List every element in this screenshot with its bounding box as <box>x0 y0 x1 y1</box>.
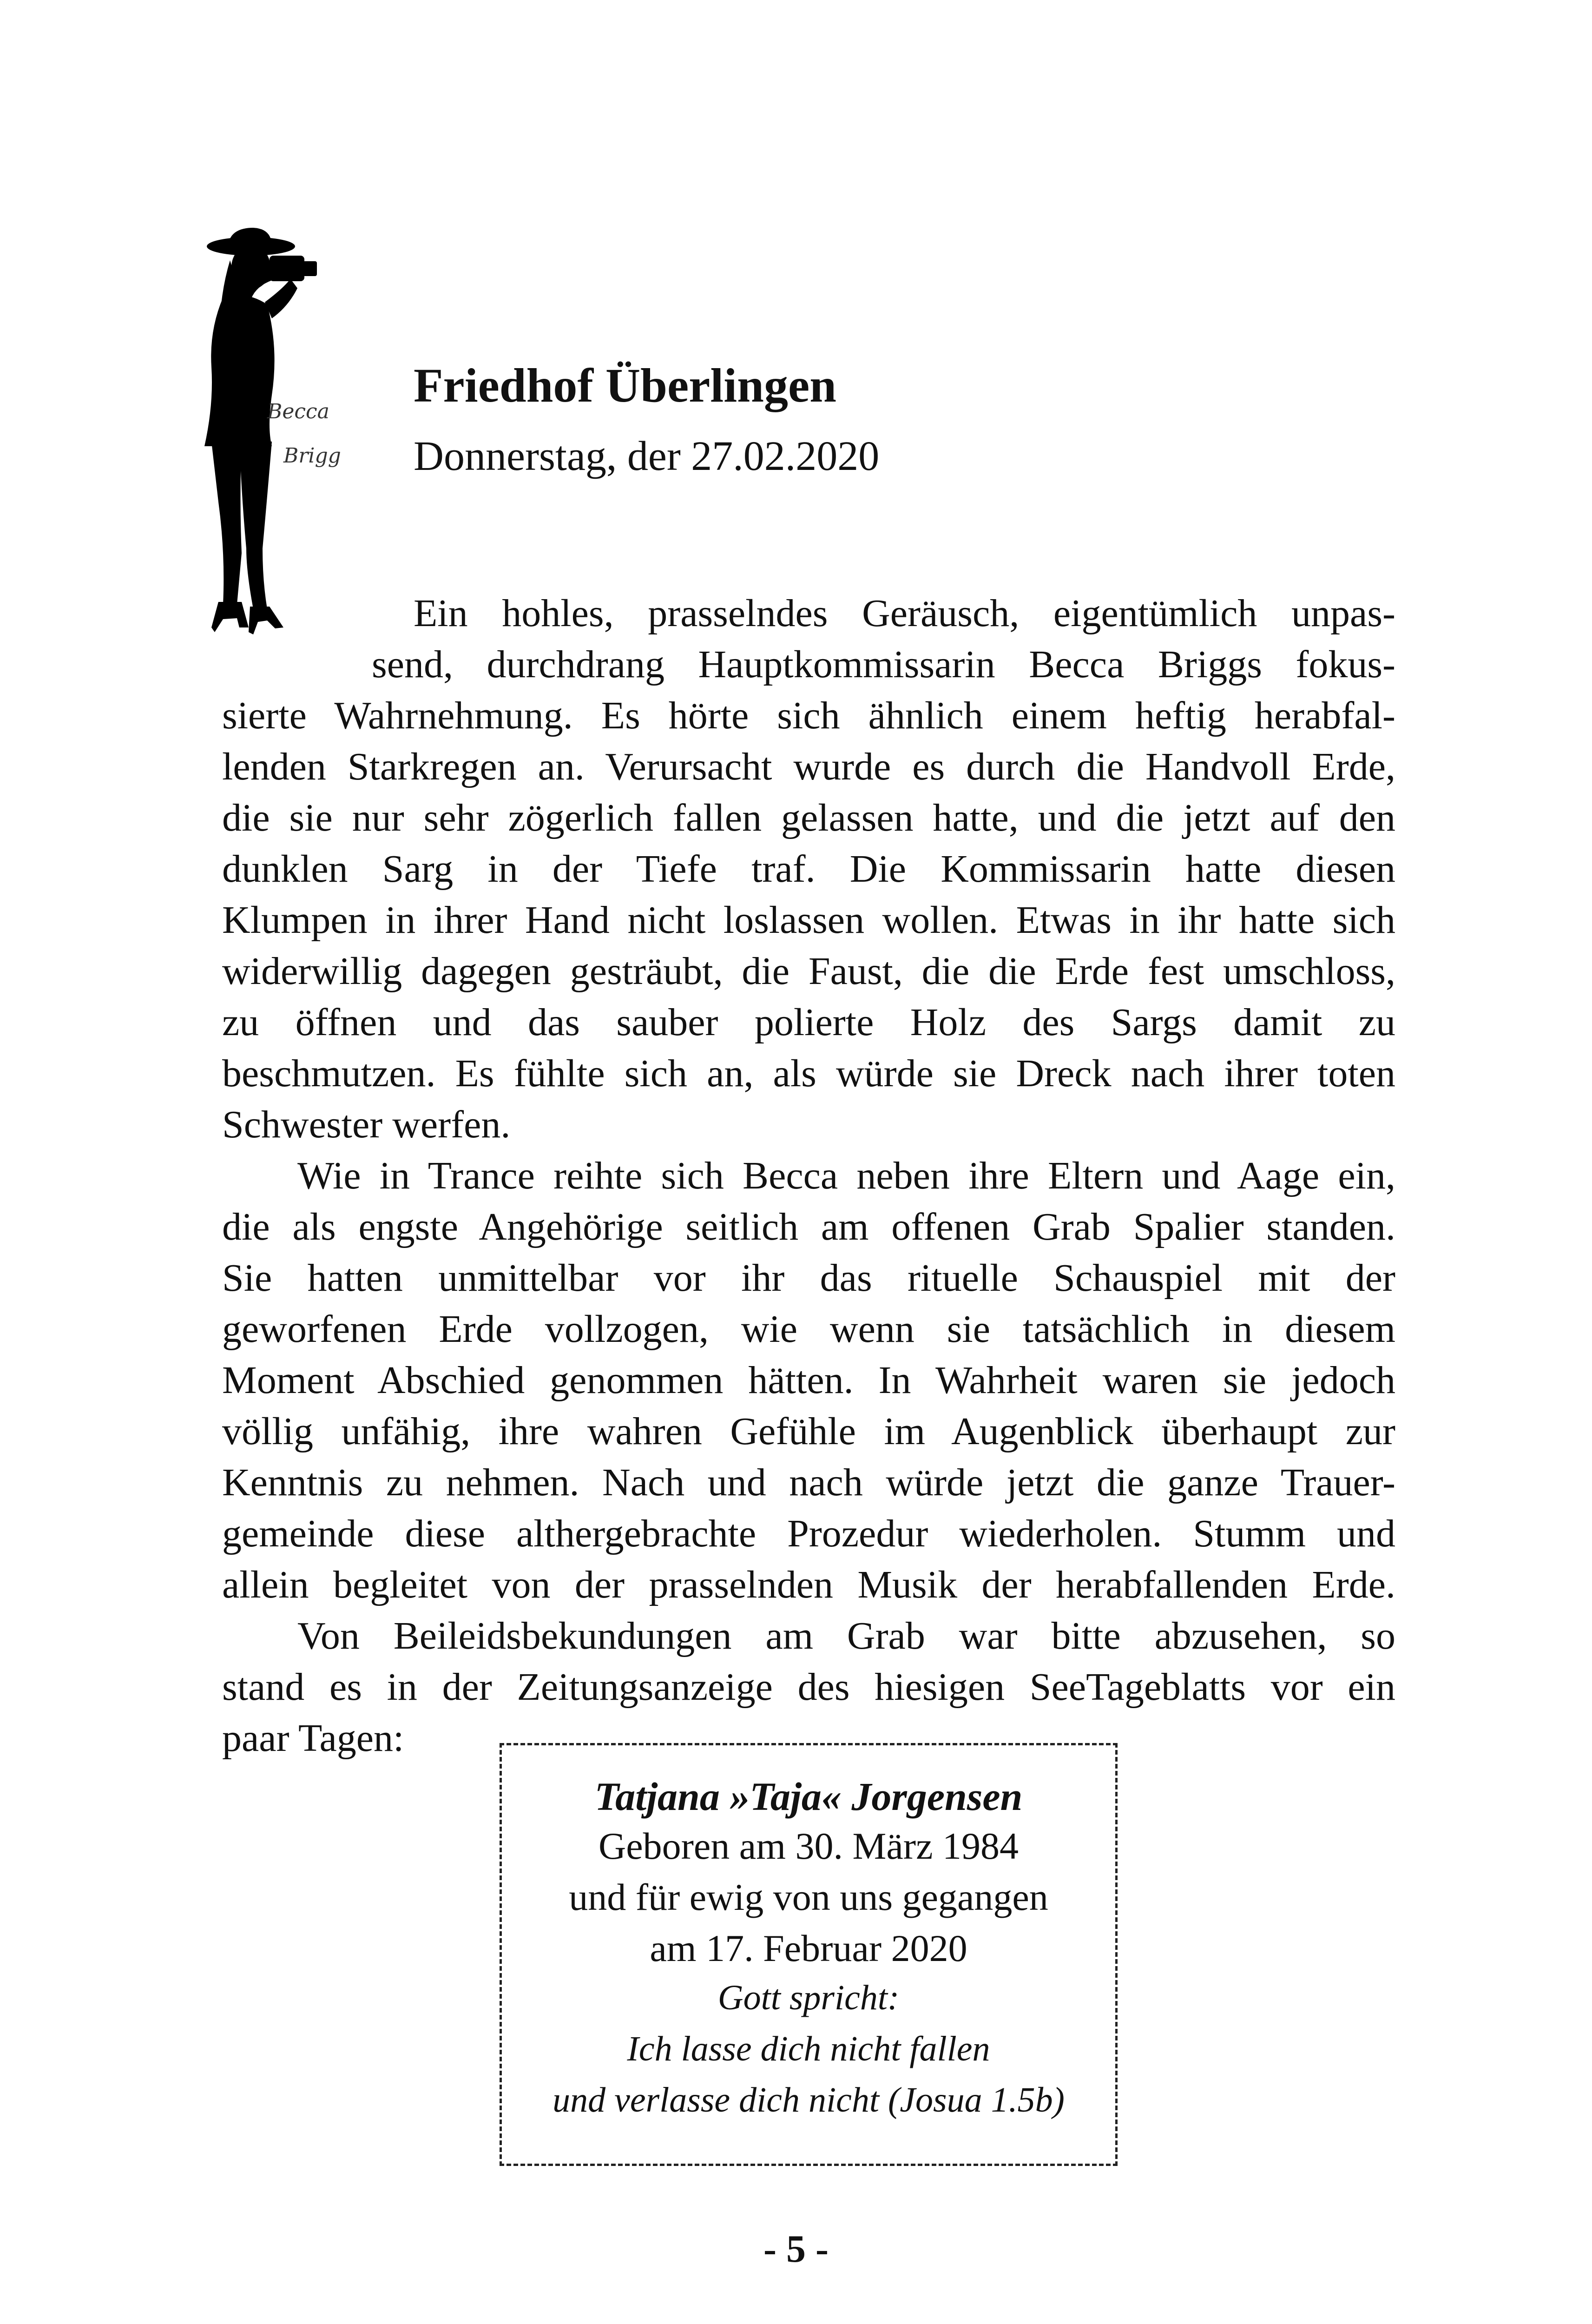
text-line: dunklen Sarg in der Tiefe traf. Die Kommissarin hatte diesen <box>222 847 1395 891</box>
text-line: Klumpen in ihrer Hand nicht loslassen wollen. Etwas in ihr hatte sich <box>222 898 1395 942</box>
obituary-verse: Ich lasse dich nicht fallen <box>627 2029 990 2068</box>
obituary-box <box>500 1743 1118 2166</box>
text-line: Schwester werfen. <box>222 1103 511 1146</box>
text-line: Ein hohles, prasselndes Geräusch, eigentümlich unpas- <box>414 592 1395 635</box>
obituary-verse: Gott spricht: <box>717 1978 900 2017</box>
chapter-title: Friedhof Überlingen <box>414 359 836 412</box>
text-line: die als engste Angehörige seitlich am offenen Grab Spalier standen. <box>222 1205 1395 1248</box>
text-line: send, durchdrang Hauptkommissarin Becca Briggs fokus- <box>372 643 1395 686</box>
text-line: Sie hatten unmittelbar vor ihr das rituelle Schauspiel mit der <box>222 1256 1395 1300</box>
text-line: widerwillig dagegen gesträubt, die Faust, die die Erde fest umschloss, <box>222 950 1395 993</box>
text-line: die sie nur sehr zögerlich fallen gelassen hatte, und die jetzt auf den <box>222 796 1395 839</box>
text-line: beschmutzen. Es fühlte sich an, als würde sie Dreck nach ihrer toten <box>222 1052 1395 1095</box>
obituary-gone: und für ewig von uns gegangen <box>569 1876 1048 1918</box>
text-line: Moment Abschied genommen hätten. In Wahrheit waren sie jedoch <box>222 1359 1395 1402</box>
text-line: Wie in Trance reihte sich Becca neben ihre Eltern und Aage ein, <box>297 1154 1395 1197</box>
obituary-date: am 17. Februar 2020 <box>650 1927 967 1969</box>
text-line: paar Tagen: <box>222 1717 404 1760</box>
text-line: zu öffnen und das sauber polierte Holz des Sargs damit zu <box>222 1001 1395 1044</box>
text-line: gemeinde diese althergebrachte Prozedur wiederholen. Stumm und <box>222 1512 1395 1555</box>
text-line: Kenntnis zu nehmen. Nach und nach würde jetzt die ganze Trauer- <box>222 1461 1395 1504</box>
text-line: Von Beileidsbekundungen am Grab war bitte abzusehen, so <box>297 1614 1395 1657</box>
page-number: - 5 - <box>763 2227 829 2271</box>
text-line: allein begleitet von der prasselnden Musik der herabfallenden Erde. <box>222 1563 1395 1606</box>
text-line: lenden Starkregen an. Verursacht wurde es durch die Handvoll Erde, <box>222 745 1395 788</box>
text-line: geworfenen Erde vollzogen, wie wenn sie tatsächlich in diesem <box>222 1307 1395 1351</box>
obituary-born: Geboren am 30. März 1984 <box>598 1825 1019 1867</box>
chapter-date: Donnerstag, der 27.02.2020 <box>414 433 880 479</box>
logo-text-second: Brigg <box>283 444 341 468</box>
obituary-name: Tatjana »Taja« Jorgensen <box>594 1774 1023 1819</box>
obituary-verse: und verlasse dich nicht (Josua 1.5b) <box>553 2080 1065 2119</box>
text-line: völlig unfähig, ihre wahren Gefühle im Augenblick überhaupt zur <box>222 1410 1395 1453</box>
woman-silhouette-with-camera-icon <box>172 228 367 637</box>
text-line: stand es in der Zeitungsanzeige des hiesigen SeeTageblatts vor ein <box>222 1665 1395 1709</box>
logo <box>172 228 367 637</box>
text-line: sierte Wahrnehmung. Es hörte sich ähnlich einem heftig herabfal- <box>222 694 1395 737</box>
logo-text-first: Becca <box>267 400 329 423</box>
